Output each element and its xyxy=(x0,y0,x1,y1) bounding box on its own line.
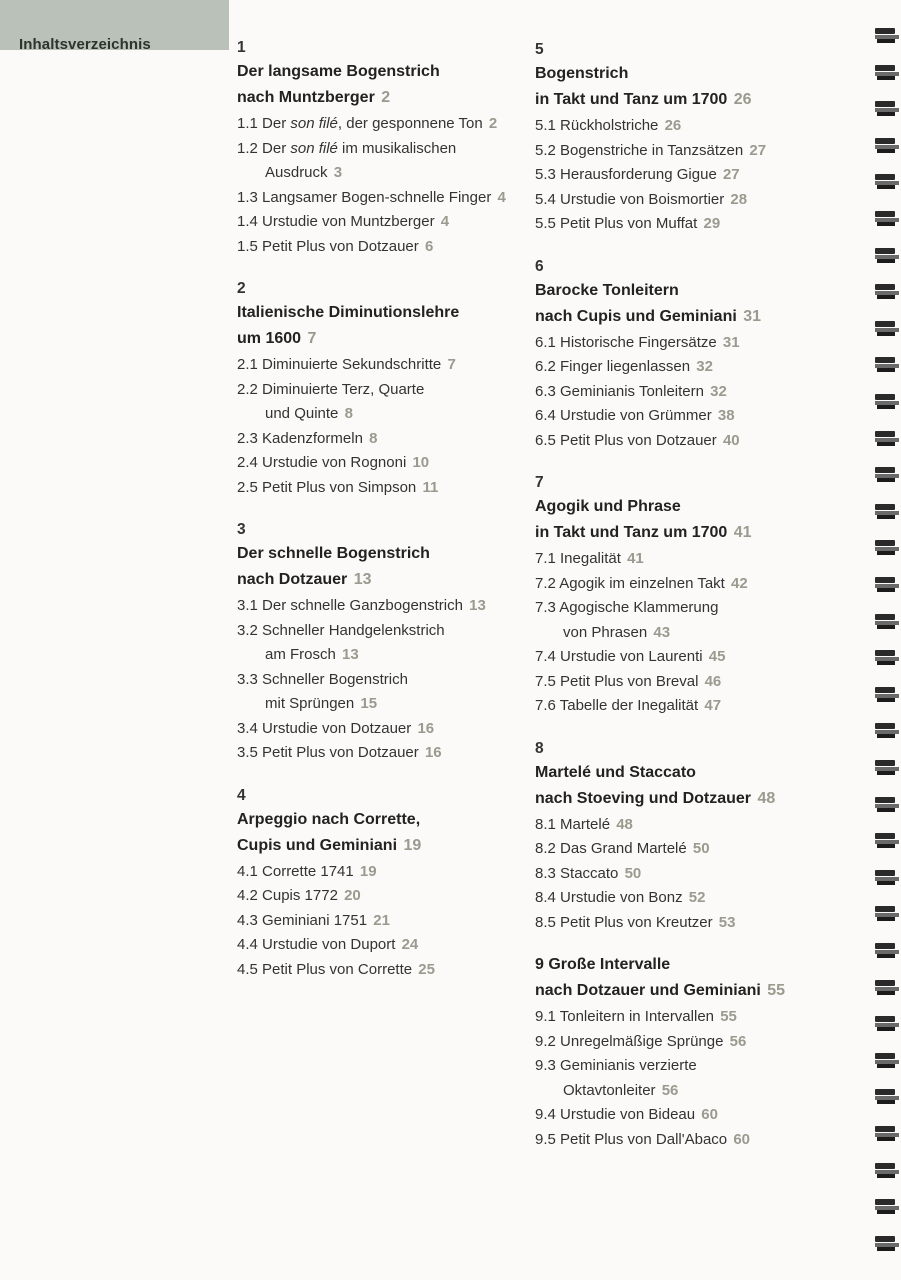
page-number: 40 xyxy=(722,431,740,449)
toc-chapter xyxy=(237,36,537,259)
page-number: 47 xyxy=(704,697,722,714)
binding-ring xyxy=(875,28,899,44)
toc-entry xyxy=(535,404,835,429)
chapter-title xyxy=(535,62,835,86)
entry-text: 8.3 Staccato xyxy=(535,864,619,882)
chapter-number: 2 xyxy=(237,280,246,297)
binding-ring xyxy=(875,211,899,227)
page-number: 45 xyxy=(708,648,726,665)
page-number: 41 xyxy=(627,550,644,567)
binding-ring xyxy=(875,138,899,154)
entry-text: 2.1 Diminuierte Sekundschritte xyxy=(237,356,442,373)
chapter-number: 3 xyxy=(237,521,246,538)
page-number: 13 xyxy=(353,571,372,588)
entry-text: 9.5 Petit Plus von Dall'Abaco xyxy=(535,1130,728,1148)
binding-ring xyxy=(875,760,899,776)
entry-text: 4.1 Corrette 1741 xyxy=(237,862,354,880)
page-number: 7 xyxy=(447,356,456,373)
chapter-title xyxy=(237,568,537,592)
binding-ring xyxy=(875,357,899,373)
entry-text: 6.1 Historische Fingersätze xyxy=(535,333,717,351)
entry-text: 6.5 Petit Plus von Dotzauer xyxy=(535,431,717,449)
page-number: 52 xyxy=(688,889,706,906)
chapter-title-text: Arpeggio nach Corrette, xyxy=(237,810,421,828)
binding-ring xyxy=(875,1236,899,1252)
chapter-title xyxy=(237,301,537,325)
entry-text: 4.5 Petit Plus von Corrette xyxy=(237,960,413,978)
toc-entry xyxy=(237,112,537,137)
toc-chapter xyxy=(535,38,835,237)
page-number: 42 xyxy=(731,574,748,592)
toc-entry xyxy=(535,670,835,695)
toc-entry xyxy=(535,1030,835,1055)
entry-text: mit Sprüngen xyxy=(265,695,355,712)
entry-continuation xyxy=(535,621,835,646)
binding-ring xyxy=(875,65,899,81)
page-number: 26 xyxy=(664,117,682,134)
entry-text: 5.5 Petit Plus von Muffat xyxy=(535,215,698,232)
toc-entry xyxy=(535,212,835,237)
page-number: 28 xyxy=(730,190,748,208)
page-number: 27 xyxy=(749,141,767,159)
entry-text: 1.1 Der xyxy=(237,115,291,132)
chapter-title xyxy=(535,761,835,785)
toc-chapter xyxy=(237,518,537,766)
toc-entry xyxy=(237,668,537,717)
toc-entry xyxy=(237,137,537,186)
chapter-title xyxy=(237,834,537,858)
page-number: 6 xyxy=(424,237,434,255)
chapter-title xyxy=(237,86,537,110)
binding-ring xyxy=(875,174,899,190)
toc-entry xyxy=(237,741,537,766)
page-number: 16 xyxy=(417,719,435,737)
chapter-number: 1 xyxy=(237,39,246,56)
entry-text: 2.5 Petit Plus von Simpson xyxy=(237,478,417,496)
entry-text: 1.5 Petit Plus von Dotzauer xyxy=(237,237,419,255)
entry-text: , der gesponnene Ton xyxy=(337,115,483,132)
toc-entry xyxy=(237,353,537,378)
page-number: 48 xyxy=(757,789,776,807)
page-number: 20 xyxy=(344,887,361,904)
binding-ring xyxy=(875,1016,899,1032)
page-number: 29 xyxy=(703,215,721,232)
entry-text: Oktavtonleiter xyxy=(563,1081,656,1099)
entry-continuation xyxy=(237,692,537,717)
toc-entry xyxy=(535,1054,835,1103)
entry-text: 5.1 Rückholstriche xyxy=(535,117,659,134)
chapter-title xyxy=(535,953,835,977)
binding-ring xyxy=(875,797,899,813)
entry-text: 6.2 Finger liegenlassen xyxy=(535,358,691,375)
entry-continuation xyxy=(535,1079,835,1104)
binding-ring xyxy=(875,1163,899,1179)
page-number: 2 xyxy=(381,89,391,106)
binding-ring xyxy=(875,870,899,886)
toc-entry xyxy=(535,1103,835,1128)
entry-text: 9.1 Tonleitern in Intervallen xyxy=(535,1008,715,1025)
binding-ring xyxy=(875,980,899,996)
entry-text: 6.4 Urstudie von Grümmer xyxy=(535,407,712,424)
entry-text: 3.4 Urstudie von Dotzauer xyxy=(237,719,412,737)
toc-entry xyxy=(535,1005,835,1030)
page-number: 55 xyxy=(767,982,786,999)
toc-entry xyxy=(535,862,835,887)
chapter-title-text: nach Muntzberger xyxy=(237,89,375,106)
page-number: 13 xyxy=(342,646,359,663)
spiral-binding xyxy=(871,0,901,1280)
entry-text: 3.5 Petit Plus von Dotzauer xyxy=(237,744,419,761)
binding-ring xyxy=(875,1199,899,1215)
entry-text: son filé xyxy=(290,139,338,157)
entry-continuation xyxy=(237,643,537,668)
chapter-title-text: Italienische Diminutionslehre xyxy=(237,304,460,321)
toc-entry xyxy=(237,594,537,619)
entry-continuation xyxy=(237,402,537,427)
entry-text: 7.4 Urstudie von Laurenti xyxy=(535,648,703,665)
binding-ring xyxy=(875,467,899,483)
toc-entry xyxy=(535,139,835,164)
page-number: 32 xyxy=(696,358,713,375)
binding-ring xyxy=(875,321,899,337)
toc-column-right xyxy=(535,38,835,1170)
page-number: 7 xyxy=(307,330,317,347)
toc-chapter xyxy=(237,784,537,983)
toc-entry xyxy=(535,331,835,356)
entry-text: am Frosch xyxy=(265,646,336,663)
toc-entry xyxy=(535,645,835,670)
entry-text: und Quinte xyxy=(265,405,339,422)
binding-ring xyxy=(875,1053,899,1069)
chapter-title-text: Der schnelle Bogenstrich xyxy=(237,545,430,562)
chapter-title xyxy=(535,787,835,811)
toc-chapter xyxy=(237,277,537,500)
toc-entry xyxy=(237,933,537,958)
toc-entry xyxy=(535,837,835,862)
chapter-title-text: Der langsame Bogenstrich xyxy=(237,63,440,80)
binding-ring xyxy=(875,614,899,630)
chapter-title-text: Agogik und Phrase xyxy=(535,498,681,515)
entry-text: 8.2 Das Grand Martelé xyxy=(535,840,687,857)
chapter-title-text: in Takt und Tanz um 1700 xyxy=(535,91,728,108)
page-number: 11 xyxy=(422,478,439,496)
page-number: 19 xyxy=(403,836,422,854)
entry-text: 5.2 Bogenstriche in Tanzsätzen xyxy=(535,141,744,159)
entry-text: 4.3 Geminiani 1751 xyxy=(237,911,368,929)
page-number: 50 xyxy=(624,864,642,882)
toc-entry xyxy=(237,210,537,235)
entry-text: 9.2 Unregelmäßige Sprünge xyxy=(535,1032,724,1050)
entry-text: 1.4 Urstudie von Muntzberger xyxy=(237,213,435,230)
toc-entry xyxy=(535,886,835,911)
entry-text: 3.1 Der schnelle Ganzbogenstrich xyxy=(237,597,463,614)
entry-text: im musikalischen xyxy=(337,139,457,157)
toc-entry xyxy=(237,909,537,934)
entry-text: son filé xyxy=(290,115,338,132)
entry-text: 7.6 Tabelle der Inegalität xyxy=(535,697,699,714)
entry-text: 9.4 Urstudie von Bideau xyxy=(535,1106,696,1123)
entry-text: 7.2 Agogik im einzelnen Takt xyxy=(535,574,725,592)
page-number: 19 xyxy=(359,862,377,880)
binding-ring xyxy=(875,540,899,556)
chapter-title xyxy=(237,327,537,351)
binding-ring xyxy=(875,431,899,447)
page-number: 43 xyxy=(653,623,671,641)
page-number: 48 xyxy=(616,815,633,833)
entry-text: 3.3 Schneller Bogenstrich xyxy=(237,670,408,688)
toc-entry xyxy=(237,451,537,476)
toc-entry xyxy=(535,694,835,719)
page-number: 41 xyxy=(733,524,752,541)
toc-entry xyxy=(535,355,835,380)
binding-ring xyxy=(875,1126,899,1142)
page-number: 31 xyxy=(743,307,762,325)
chapter-title-text: 9 Große Intervalle xyxy=(535,956,671,973)
entry-text: 7.5 Petit Plus von Breval xyxy=(535,672,699,690)
entry-text: 4.4 Urstudie von Duport xyxy=(237,936,396,953)
entry-continuation xyxy=(237,161,537,186)
chapter-number: 8 xyxy=(535,739,544,757)
page-number: 15 xyxy=(360,695,378,712)
binding-ring xyxy=(875,101,899,117)
binding-ring xyxy=(875,1089,899,1105)
toc-chapter xyxy=(535,953,835,1152)
page-number: 4 xyxy=(440,213,450,230)
page-number: 2 xyxy=(488,115,498,132)
toc-chapter xyxy=(535,737,835,936)
chapter-title-text: in Takt und Tanz um 1700 xyxy=(535,524,728,541)
page-number: 31 xyxy=(722,333,740,351)
toc-column-left xyxy=(237,36,537,1000)
toc-entry xyxy=(237,619,537,668)
page-number: 27 xyxy=(722,166,740,183)
entry-text: 7.3 Agogische Klammerung xyxy=(535,599,719,616)
chapter-title xyxy=(535,979,835,1003)
entry-text: 2.2 Diminuierte Terz, Quarte xyxy=(237,380,425,398)
page-number: 60 xyxy=(733,1130,750,1148)
chapter-title-text: nach Dotzauer und Geminiani xyxy=(535,982,761,999)
binding-ring xyxy=(875,906,899,922)
toc-entry xyxy=(535,429,835,454)
toc-entry xyxy=(237,958,537,983)
toc-entry xyxy=(535,163,835,188)
chapter-number: 5 xyxy=(535,41,544,58)
page-number: 10 xyxy=(412,454,430,471)
page-number: 16 xyxy=(424,744,442,761)
chapter-title-text: nach Cupis und Geminiani xyxy=(535,307,737,325)
entry-text: 2.3 Kadenzformeln xyxy=(237,429,363,447)
toc-chapter xyxy=(535,471,835,719)
entry-text: 6.3 Geminianis Tonleitern xyxy=(535,382,704,400)
binding-ring xyxy=(875,687,899,703)
chapter-number: 7 xyxy=(535,474,544,491)
chapter-number: 6 xyxy=(535,257,544,275)
chapter-title xyxy=(237,808,537,832)
page-number: 3 xyxy=(333,164,343,181)
toc-entry xyxy=(535,188,835,213)
page-number: 8 xyxy=(369,429,378,447)
page-number: 8 xyxy=(344,405,353,422)
toc-entry xyxy=(237,860,537,885)
page-number: 60 xyxy=(701,1106,718,1123)
toc-entry xyxy=(535,114,835,139)
entry-text: 1.3 Langsamer Bogen-schnelle Finger xyxy=(237,188,492,206)
binding-ring xyxy=(875,394,899,410)
page-title: Inhaltsverzeichnis xyxy=(19,36,151,53)
page-number: 53 xyxy=(718,913,736,931)
binding-ring xyxy=(875,943,899,959)
entry-text: von Phrasen xyxy=(563,623,648,641)
binding-ring xyxy=(875,284,899,300)
entry-text: 7.1 Inegalität xyxy=(535,550,621,567)
page-number: 56 xyxy=(729,1032,747,1050)
entry-text: Ausdruck xyxy=(265,164,328,181)
toc-entry xyxy=(535,596,835,645)
chapter-number: 4 xyxy=(237,786,246,804)
binding-ring xyxy=(875,833,899,849)
toc-entry xyxy=(535,547,835,572)
toc-entry xyxy=(237,378,537,427)
toc-entry xyxy=(237,717,537,742)
toc-entry xyxy=(237,884,537,909)
entry-text: 9.3 Geminianis verzierte xyxy=(535,1057,697,1074)
page-number: 25 xyxy=(418,960,435,978)
chapter-title xyxy=(535,88,835,112)
chapter-title xyxy=(535,279,835,303)
page-number: 38 xyxy=(717,407,735,424)
toc-entry xyxy=(535,1128,835,1153)
binding-ring xyxy=(875,248,899,264)
toc-entry xyxy=(535,813,835,838)
toc-entry xyxy=(237,235,537,260)
page-number: 24 xyxy=(401,936,419,953)
page-number: 55 xyxy=(720,1008,737,1025)
entry-text: 1.2 Der xyxy=(237,139,291,157)
page-number: 21 xyxy=(373,911,390,929)
entry-text: 8.5 Petit Plus von Kreutzer xyxy=(535,913,713,931)
chapter-title-text: um 1600 xyxy=(237,330,302,347)
chapter-title-text: Cupis und Geminiani xyxy=(237,836,398,854)
page-number: 4 xyxy=(497,188,506,206)
binding-ring xyxy=(875,577,899,593)
toc-entry xyxy=(237,476,537,501)
binding-ring xyxy=(875,723,899,739)
chapter-title-text: nach Dotzauer xyxy=(237,571,348,588)
chapter-title-text: Bogenstrich xyxy=(535,65,629,82)
toc-entry xyxy=(535,911,835,936)
toc-entry xyxy=(237,427,537,452)
page-number: 26 xyxy=(733,91,752,108)
entry-text: 2.4 Urstudie von Rognoni xyxy=(237,454,407,471)
entry-text: 5.4 Urstudie von Boismortier xyxy=(535,190,725,208)
entry-text: 4.2 Cupis 1772 xyxy=(237,887,338,904)
page-number: 32 xyxy=(710,382,727,400)
chapter-title xyxy=(535,521,835,545)
entry-text: 5.3 Herausforderung Gigue xyxy=(535,166,717,183)
toc-chapter xyxy=(535,255,835,454)
entry-text: 8.1 Martelé xyxy=(535,815,611,833)
page-number: 46 xyxy=(704,672,722,690)
chapter-title xyxy=(237,60,537,84)
toc-entry xyxy=(535,572,835,597)
chapter-title xyxy=(535,495,835,519)
page-number: 56 xyxy=(661,1081,679,1099)
binding-ring xyxy=(875,504,899,520)
header-tab xyxy=(0,0,229,53)
entry-text: 3.2 Schneller Handgelenkstrich xyxy=(237,621,445,639)
chapter-title-text: nach Stoeving und Dotzauer xyxy=(535,789,752,807)
toc-entry xyxy=(535,380,835,405)
binding-ring xyxy=(875,650,899,666)
toc-entry xyxy=(237,186,537,211)
page-number: 13 xyxy=(469,597,486,614)
chapter-title-text: Martelé und Staccato xyxy=(535,763,696,781)
chapter-title xyxy=(535,305,835,329)
chapter-title-text: Barocke Tonleitern xyxy=(535,281,679,299)
chapter-title xyxy=(237,542,537,566)
page-number: 50 xyxy=(692,840,710,857)
entry-text: 8.4 Urstudie von Bonz xyxy=(535,889,683,906)
